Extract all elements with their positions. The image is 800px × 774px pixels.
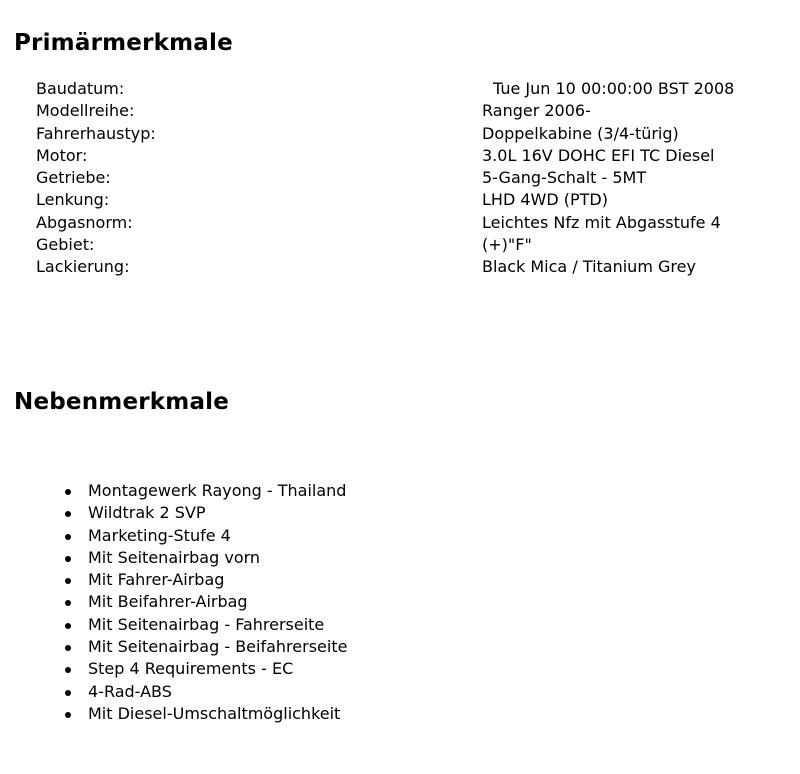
list-item: Wildtrak 2 SVP bbox=[88, 502, 347, 524]
spec-label: Gebiet: bbox=[36, 235, 95, 255]
spec-label: Fahrerhaustyp: bbox=[36, 123, 156, 143]
spec-label: Lenkung: bbox=[36, 190, 110, 210]
spec-row-emission-standard bbox=[36, 212, 776, 234]
spec-label: Motor: bbox=[36, 145, 88, 165]
primary-features-heading: Primärmerkmale bbox=[14, 30, 233, 56]
secondary-features-heading: Nebenmerkmale bbox=[14, 389, 230, 415]
spec-value: Doppelkabine (3/4-türig) bbox=[482, 123, 679, 143]
list-item: Mit Seitenairbag - Beifahrerseite bbox=[88, 636, 347, 658]
primary-features-table bbox=[36, 78, 776, 279]
secondary-features-list bbox=[88, 480, 347, 725]
spec-label: Lackierung: bbox=[36, 257, 130, 277]
spec-row-engine bbox=[36, 145, 776, 167]
spec-value: Black Mica / Titanium Grey bbox=[482, 257, 696, 277]
list-item: 4-Rad-ABS bbox=[88, 681, 347, 703]
spec-row-region bbox=[36, 234, 776, 256]
spec-value: 3.0L 16V DOHC EFI TC Diesel bbox=[482, 145, 715, 165]
list-item: Mit Fahrer-Airbag bbox=[88, 569, 347, 591]
list-item: Mit Seitenairbag vorn bbox=[88, 547, 347, 569]
spec-row-steering bbox=[36, 189, 776, 211]
spec-label: Modellreihe: bbox=[36, 101, 135, 121]
spec-row-transmission bbox=[36, 167, 776, 189]
spec-value: Leichtes Nfz mit Abgasstufe 4 bbox=[482, 212, 721, 232]
list-item: Mit Seitenairbag - Fahrerseite bbox=[88, 614, 347, 636]
spec-label: Abgasnorm: bbox=[36, 212, 133, 232]
spec-row-cab-type bbox=[36, 123, 776, 145]
list-item: Marketing-Stufe 4 bbox=[88, 525, 347, 547]
list-item: Mit Diesel-Umschaltmöglichkeit bbox=[88, 703, 347, 725]
spec-value: (+)"F" bbox=[482, 235, 532, 255]
spec-value: Ranger 2006- bbox=[482, 101, 591, 121]
spec-label: Getriebe: bbox=[36, 168, 111, 188]
spec-value: 5-Gang-Schalt - 5MT bbox=[482, 168, 647, 188]
spec-value: Tue Jun 10 00:00:00 BST 2008 bbox=[493, 79, 735, 98]
spec-row-model-series bbox=[36, 100, 776, 122]
spec-value: LHD 4WD (PTD) bbox=[482, 190, 608, 210]
spec-label: Baudatum: bbox=[36, 79, 125, 98]
spec-row-paint bbox=[36, 256, 776, 278]
list-item: Mit Beifahrer-Airbag bbox=[88, 591, 347, 613]
list-item: Step 4 Requirements - EC bbox=[88, 658, 347, 680]
list-item: Montagewerk Rayong - Thailand bbox=[88, 480, 347, 502]
spec-row-build-date bbox=[36, 78, 776, 100]
